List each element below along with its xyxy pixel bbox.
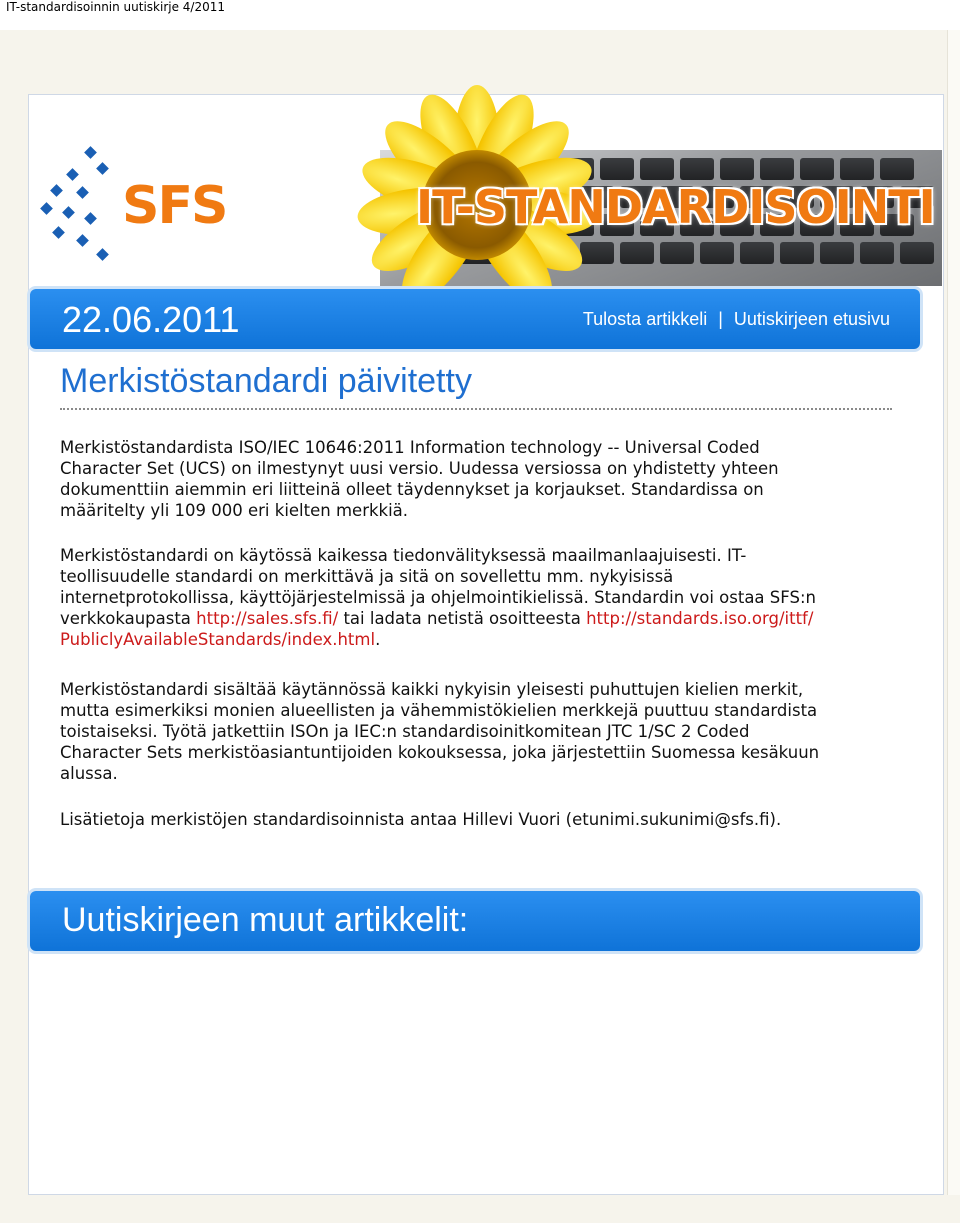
newsletter-home-link[interactable]: Uutiskirjeen etusivu	[733, 309, 890, 329]
paragraph-line: teollisuudelle standardi on merkittävä ja sitä on sovellettu mm. nykyisissä	[60, 567, 674, 586]
print-article-link[interactable]: Tulosta artikkeli	[582, 309, 708, 329]
paragraph-line: Merkistöstandardista ISO/IEC 10646:2011 Information technology -- Universal Coded	[60, 438, 760, 457]
title-divider	[60, 408, 892, 410]
paragraph-line: mutta esimerkiksi monien alueellisten ja vähemmistökielien merkkejä puuttuu standardista	[60, 701, 818, 720]
paragraph-line: määritelty yli 109 000 eri kielten merkkiä.	[60, 501, 409, 520]
link-separator: |	[718, 309, 723, 329]
article-paragraph-4	[60, 809, 880, 830]
date-bar	[30, 289, 920, 349]
sfs-logo	[38, 142, 278, 262]
sales-sfs-link[interactable]: http://sales.sfs.fi/	[196, 609, 339, 628]
paragraph-line: Merkistöstandardi on käytössä kaikessa tiedonvälityksessä maailmanlaajuisesti. IT-	[60, 546, 747, 565]
paragraph-line: Lisätietoja merkistöjen standardisoinnista antaa Hillevi Vuori (etunimi.sukunimi@sfs.fi).	[60, 810, 782, 829]
sfs-logo-text: SFS	[122, 176, 227, 236]
paragraph-line: dokumenttiin aiemmin eri liitteinä olleet täydennykset ja korjaukset. Standardissa on	[60, 480, 764, 499]
newsletter-date: 22.06.2011	[62, 299, 240, 340]
window-title: IT-standardisoinnin uutiskirje 4/2011	[6, 0, 226, 14]
paragraph-text: .	[375, 630, 381, 649]
iso-standards-link[interactable]: http://standards.iso.org/ittf/	[586, 609, 814, 628]
iso-standards-link-cont[interactable]: PubliclyAvailableStandards/index.html	[60, 630, 376, 649]
article-paragraph-2	[60, 545, 880, 650]
paragraph-line: Character Sets merkistöasiantuntijoiden kokouksessa, joka järjestettiin Suomessa kesäkuun	[60, 743, 820, 762]
article-title: Merkistöstandardi päivitetty	[60, 362, 472, 400]
more-articles-heading: Uutiskirjeen muut artikkelit:	[62, 901, 469, 939]
paragraph-line: Character Set (UCS) on ilmestynyt uusi versio. Uudessa versiossa on yhdistetty yhteen	[60, 459, 779, 478]
newsletter-header-banner	[30, 30, 942, 286]
article-paragraph-3	[60, 679, 880, 784]
paragraph-line	[60, 608, 880, 629]
header-links	[583, 309, 890, 330]
paragraph-line: Merkistöstandardi sisältää käytännössä kaikki nykyisin yleisesti puhuttujen kielien merkit,	[60, 680, 804, 699]
article-paragraph-1	[60, 437, 880, 521]
paragraph-line	[60, 629, 880, 650]
paragraph-line: internetprotokollissa, käyttöjärjestelmissä ja ohjelmointikielissä. Standardin voi ostaa SFS:n	[60, 588, 816, 607]
scroll-gutter	[948, 30, 960, 1195]
more-articles-bar	[30, 891, 920, 951]
page-footer-strip	[0, 1195, 960, 1223]
it-standardisointi-banner-text: IT-STANDARDISOINTI	[416, 180, 935, 234]
paragraph-text: tai ladata netistä osoitteesta	[338, 609, 587, 628]
paragraph-text: verkkokaupasta	[60, 609, 197, 628]
paragraph-line: alussa.	[60, 764, 118, 783]
paragraph-line: toistaiseksi. Työtä jatkettiin ISOn ja IEC:n standardisoinitkomitean JTC 1/SC 2 Coded	[60, 722, 750, 741]
